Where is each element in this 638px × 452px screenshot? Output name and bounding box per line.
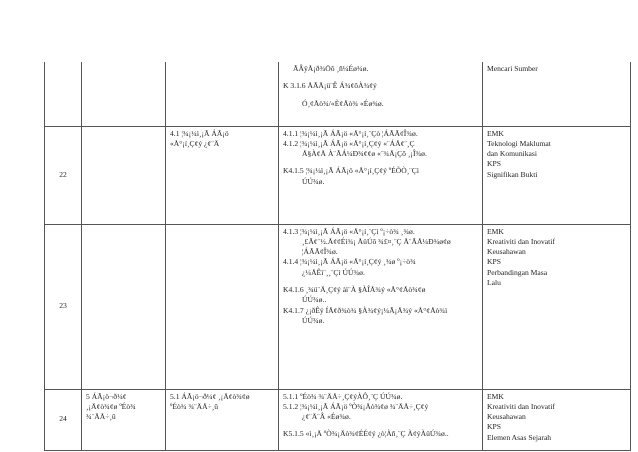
- cell-line: 4.1.2 ¦¾¡¼ì¸¡Ã ÁÃ¡ö «Å°¡í¸Ç¢ý «¨ÁÅ¢¨¸Ç: [283, 138, 415, 148]
- topic-cell: [82, 224, 166, 389]
- cell-line: Mencari Sumber: [487, 64, 538, 73]
- week-number-cell: [45, 62, 82, 126]
- cell-line: ¿¼ÅÊì¨¸¸¨Çì ÚÚ¾ø.: [302, 267, 365, 277]
- cell-line: 5.1 ÁÃ¡ö¬ð¼¢ ¸¡Ä¢ò¾¢ø: [170, 391, 250, 401]
- topic-cell: [82, 62, 166, 126]
- learning-standard-cell: [279, 62, 483, 126]
- standard-content-cell: [166, 389, 279, 450]
- cell-line: Perbandingan Masa: [487, 267, 548, 277]
- cell-line: ÚÚ¾ø.: [302, 315, 325, 325]
- element-cell: [483, 224, 631, 389]
- element-cell: [483, 126, 631, 224]
- cell-line: 4.1.1 ¦¾¡¼ì¸¡Ã ÁÃ¡ö «Å°¡í¸¨Çò ¦ÁÃÃ¢Î¾ø.: [283, 128, 418, 138]
- cell-line: K4.1.7 ¿¡ðÊý ÍÅ¢ð¾ò¾ §À¾¢ý¡¼Ã¡Å¾ý «Å°¢Åò¾ì: [283, 305, 448, 315]
- cell-line: «Å°¡í¸Ç¢ý ¿¢¨Ä: [170, 138, 220, 148]
- learning-standard-cell: [279, 224, 483, 389]
- table-row: [45, 62, 631, 126]
- cell-line: ÃÂÿÅ¡ð¾Öõ ¸ñ¼Éø¾ø.: [293, 64, 369, 73]
- cell-line: K4.1.5 ¦¾¡¼ì¸¡Ã ÁÃ¡ö «Å°¡í¸Ç¢ý ºÉÕÒ¸¨Çì: [283, 166, 419, 176]
- learning-standard-cell: [279, 126, 483, 224]
- element-cell: [483, 389, 631, 450]
- cell-line: Lalu: [487, 277, 501, 287]
- cell-line: KPS: [487, 159, 501, 169]
- cell-line: 4.1.3 ¦¾¡¼ì¸¡Ã ÁÃ¡ö «Å°¡í¸¨Çì º¡÷ò¾ ¸¾ø.: [283, 226, 415, 236]
- learning-standard-cell: [279, 389, 483, 450]
- cell-line: Signifikan Bukti: [487, 169, 538, 179]
- cell-line: ¿¢¨Ä¨Â «Éø¾ø.: [302, 412, 351, 422]
- cell-line: Keusahawan: [487, 247, 526, 257]
- standard-content-cell: [166, 62, 279, 126]
- cell-line: EMK: [487, 128, 504, 138]
- table-row: [45, 126, 631, 224]
- week-number-cell: [45, 389, 82, 450]
- cell-line: K 3.1.6 ÅÃÅ¡ü¨Ê Á¾¢õÀ¾¢ý: [283, 81, 377, 91]
- table-row: [45, 224, 631, 389]
- topic-cell: [82, 389, 166, 450]
- lesson-plan-table: [44, 62, 631, 451]
- cell-line: dan Komunikasi: [487, 149, 537, 159]
- cell-line: Ó¸¢Åò¾/«È¢Åò¾ «Éø¾ø.: [302, 98, 384, 108]
- cell-line: 4.1 ¦¾¡¼ì¸¡Ã ÁÃ¡ö: [170, 128, 229, 138]
- cell-line: ÚÚ¾ø..: [302, 295, 327, 305]
- cell-line: ¦ÁÃÃ¢Î¾ø.: [302, 247, 338, 257]
- cell-line: ¸£Ã¢¨½.Å¢¢Éì¾¡ ÅüÚõ ¾£¤¸¨Ç Å¨ÃÅ¼Ð¾ø¢ø: [302, 236, 451, 246]
- spacer: [283, 278, 478, 285]
- week-number-cell: [45, 126, 82, 224]
- cell-line: K5.1.5 «ì¸¡Ä ºÒ¾¡Äò¾¢ÉÉ¢ý ¿ò¦Àñ¸¨Ç À¢ýÀüÚ¾ø..: [283, 429, 449, 439]
- cell-line: 5 ÁÃ¡ö¬ð¼¢: [86, 391, 127, 401]
- cell-line: Å§À¢Å À¨ÃÁ¼Ð¾¢¢ø «¨¾Å¡Çõ ¸¡Î¾ø.: [302, 149, 427, 159]
- week-number: 23: [59, 301, 67, 311]
- cell-line: ¾¨ÄÅ÷¸û: [86, 412, 116, 422]
- standard-content-cell: [166, 224, 279, 389]
- cell-line: Keusahawan: [487, 412, 526, 422]
- cell-line: EMK: [487, 391, 504, 401]
- cell-line: 4.1.4 ¦¾¡¼ì¸¡Ã ÁÃ¡ö «Å°¡í¸Ç¢ý ¸¾ø º¡÷ò¾: [283, 257, 416, 267]
- standard-content-cell: [166, 126, 279, 224]
- week-number: 22: [59, 169, 67, 179]
- cell-line: Kreativiti dan Inovatif: [487, 401, 555, 411]
- cell-line: 5.1.1 ºÉò¾ ¾¨ÄÅ÷¸Ç¢ýÀÔ¸¨Ç ÚÚ¾ø.: [283, 391, 403, 401]
- cell-line: 5.1.2 ¦¾¡¼ì¸¡Ã ÁÃ¡ö ºÒ¾¡Äò¾¢ø ¾¨ÄÅ÷¸Ç¢ý: [283, 401, 429, 411]
- topic-cell: [82, 126, 166, 224]
- week-number-cell: [45, 224, 82, 389]
- element-cell: [483, 62, 631, 126]
- cell-line: KPS: [487, 257, 501, 267]
- cell-line: KPS: [487, 422, 501, 432]
- cell-line: ¸¡Ä¢ò¾¢ø ºÉò¾: [86, 401, 136, 411]
- table-row: [45, 389, 631, 450]
- cell-line: EMK: [487, 226, 504, 236]
- cell-line: Teknologi Maklumat: [487, 138, 551, 148]
- cell-line: ºÉò¾ ¾¨ÄÅ÷¸û: [170, 401, 219, 411]
- cell-line: K4.1.6 ¸¾ü¨Ä¸Ç¢ý àì¨À §ÀÎÅ¾ý «Å°¢Åò¾¢ø: [283, 284, 426, 294]
- spacer: [283, 92, 478, 99]
- week-number: 24: [59, 414, 67, 424]
- cell-line: ÚÚ¾ø.: [302, 176, 325, 186]
- cell-line: Elemen Asas Sejarah: [487, 432, 552, 442]
- cell-line: Kreativiti dan Inovatif: [487, 236, 555, 246]
